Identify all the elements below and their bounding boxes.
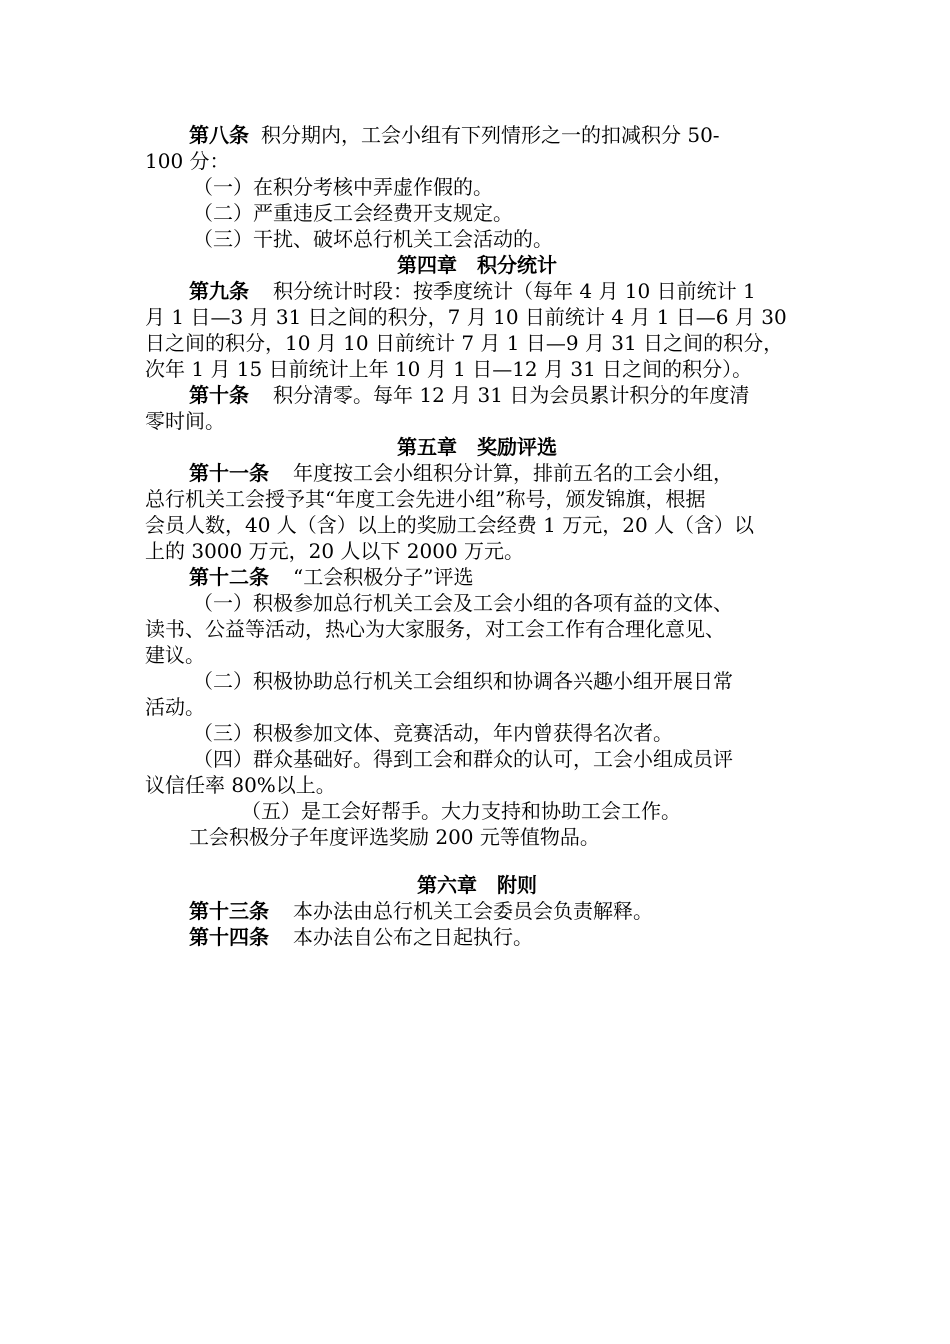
article-8-text-1: 积分期内，工会小组有下列情形之一的扣减积分 50- xyxy=(261,123,720,147)
article-12-item-4-line-1: （四）群众基础好。得到工会和群众的认可，工会小组成员评 xyxy=(193,747,733,771)
article-9-label: 第九条 xyxy=(189,279,249,303)
chapter-6-heading: 第六章 附则 xyxy=(417,873,537,897)
article-11-line-4: 上的 3000 万元，20 人以下 2000 万元。 xyxy=(145,539,525,563)
article-12-item-5: （五）是工会好帮手。大力支持和协助工会工作。 xyxy=(241,799,681,823)
article-12-item-1-line-3: 建议。 xyxy=(145,643,205,667)
article-12-item-2-line-1: （二）积极协助总行机关工会组织和协调各兴趣小组开展日常 xyxy=(193,669,733,693)
article-14-label: 第十四条 xyxy=(189,925,269,949)
article-12-reward: 工会积极分子年度评选奖励 200 元等值物品。 xyxy=(189,825,600,849)
article-13-line xyxy=(145,898,809,924)
chapter-5-heading: 第五章 奖励评选 xyxy=(397,435,557,459)
article-11-label: 第十一条 xyxy=(189,461,269,485)
article-12-item-1-line-1: （一）积极参加总行机关工会及工会小组的各项有益的文体、 xyxy=(193,591,733,615)
article-12-item-1-line-2: 读书、公益等活动，热心为大家服务，对工会工作有合理化意见、 xyxy=(145,617,725,641)
article-13-text: 本办法由总行机关工会委员会负责解释。 xyxy=(293,899,653,923)
article-8-item-3: （三）干扰、破坏总行机关工会活动的。 xyxy=(193,227,553,251)
article-11-line-3: 会员人数，40 人（含）以上的奖励工会经费 1 万元，20 人（含）以 xyxy=(145,513,755,537)
article-13-label: 第十三条 xyxy=(189,899,269,923)
article-9-line-3: 日之间的积分，10 月 10 日前统计 7 月 1 日—9 月 31 日之间的积分， xyxy=(145,331,784,355)
article-8-line-2: 100 分： xyxy=(145,149,230,173)
article-12-item-4-line-2: 议信任率 80%以上。 xyxy=(145,773,336,797)
article-12-title: “工会积极分子”评选 xyxy=(293,565,474,589)
article-14-line xyxy=(145,924,809,950)
article-9-line-4: 次年 1 月 15 日前统计上年 10 月 1 日—12 月 31 日之间的积分）。 xyxy=(145,357,753,381)
article-10-line-1 xyxy=(145,382,809,408)
article-10-text-1: 积分清零。每年 12 月 31 日为会员累计积分的年度清 xyxy=(273,383,750,407)
article-11-text-1: 年度按工会小组积分计算，排前五名的工会小组， xyxy=(293,461,733,485)
article-12-line-1 xyxy=(145,564,809,590)
article-8-item-1: （一）在积分考核中弄虚作假的。 xyxy=(193,175,493,199)
article-11-line-1 xyxy=(145,460,809,486)
article-12-label: 第十二条 xyxy=(189,565,269,589)
article-9-line-1 xyxy=(145,278,809,304)
document-page xyxy=(145,122,809,950)
article-9-line-2: 月 1 日—3 月 31 日之间的积分，7 月 10 日前统计 4 月 1 日—6 月 30 xyxy=(145,305,787,329)
chapter-4-heading: 第四章 积分统计 xyxy=(397,253,557,277)
article-12-item-2-line-2: 活动。 xyxy=(145,695,205,719)
article-10-label: 第十条 xyxy=(189,383,249,407)
article-8-label: 第八条 xyxy=(189,123,249,147)
article-11-line-2: 总行机关工会授予其“年度工会先进小组”称号，颁发锦旗，根据 xyxy=(145,487,706,511)
article-10-line-2: 零时间。 xyxy=(145,409,225,433)
article-12-item-3: （三）积极参加文体、竞赛活动，年内曾获得名次者。 xyxy=(193,721,673,745)
article-8-item-2: （二）严重违反工会经费开支规定。 xyxy=(193,201,513,225)
article-8-line-1 xyxy=(145,122,809,148)
article-9-text-1: 积分统计时段：按季度统计（每年 4 月 10 日前统计 1 xyxy=(273,279,756,303)
article-14-text: 本办法自公布之日起执行。 xyxy=(293,925,533,949)
